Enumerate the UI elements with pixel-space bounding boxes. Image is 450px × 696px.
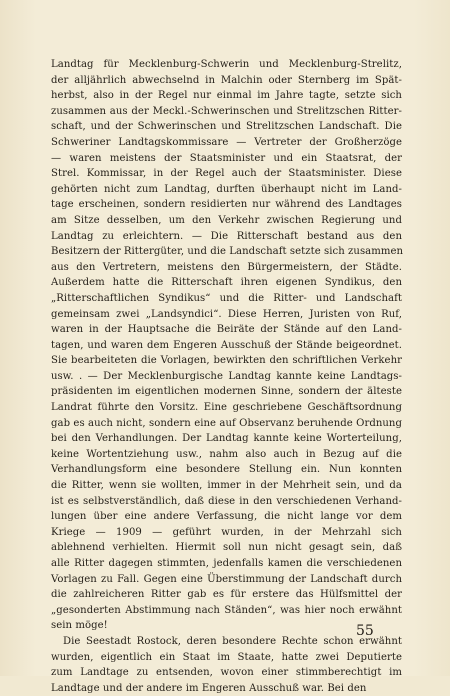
text-line: Die Seestadt Rostock, deren besondere Rechte schon erwähnt bbox=[63, 635, 402, 647]
text-line: zum Landtage zu entsenden, wovon einer stimmberechtigt im bbox=[51, 667, 402, 679]
text-line: „gesonderten Abstimmung nach Ständen“, was hier noch erwähnt bbox=[51, 604, 402, 616]
text-line: Schweriner Landtagskommissare — Vertreter der Großherzöge bbox=[51, 136, 402, 148]
text-line: Kriege — 1909 — geführt wurden, in der Mehrzahl sich bbox=[51, 526, 402, 538]
text-line: sein möge! bbox=[51, 620, 108, 632]
text-line: gab es auch nicht, sondern eine auf Observanz beruhende Ordnung bbox=[51, 417, 402, 429]
text-line: tage erscheinen, sondern residierten nur während des Landtages bbox=[51, 199, 402, 211]
text-line: präsidenten im eigentlichen modernen Sinne, sondern der älteste bbox=[51, 386, 402, 398]
text-line: ist es selbstverständlich, daß diese in den verschiedenen Verhand- bbox=[51, 495, 402, 507]
text-line: usw. . — Der Mecklenburgische Landtag kannte keine Landtags- bbox=[51, 370, 402, 382]
text-line: alle Ritter dagegen stimmten, jedenfalls kamen die verschiedenen bbox=[51, 558, 402, 569]
text-line: Sie bearbeiteten die Vorlagen, bewirkten den schriftlichen Verkehr bbox=[51, 355, 402, 367]
text-line: Verhandlungsform eine besondere Stellung ein. Nun konnten bbox=[51, 464, 402, 476]
text-line: am Sitze desselben, um den Verkehr zwischen Regierung und bbox=[51, 214, 402, 226]
page-number: 55 bbox=[356, 623, 374, 639]
text-line: bei den Verhandlungen. Der Landtag kannte keine Worterteilung, bbox=[51, 433, 402, 445]
text-line: Außerdem hatte die Ritterschaft ihren eigenen Syndikus, den bbox=[51, 277, 402, 289]
text-line: die Ritter, wenn sie wollten, immer in der Mehrheit sein, und da bbox=[51, 480, 402, 492]
text-line: herbst, also in der Regel nur einmal im Jahre tagte, setzte sich bbox=[51, 90, 402, 102]
text-line: Besitzern der Rittergüter, und die Landschaft setzte sich zusammen bbox=[51, 246, 404, 258]
body-text bbox=[51, 57, 402, 696]
text-line: gemeinsam zwei „Landsyndici“. Diese Herren, Juristen von Ruf, bbox=[51, 308, 402, 320]
text-line: die zahlreicheren Ritter gab es für erstere das Hülfsmittel der bbox=[51, 589, 402, 601]
text-line: Landrat führte den Vorsitz. Eine geschriebene Geschäftsordnung bbox=[51, 402, 402, 414]
text-line: keine Wortentziehung usw., nahm also auch in Bezug auf die bbox=[51, 448, 402, 460]
text-line: Landtage und der andere im Engeren Ausschuß war. Bei den bbox=[51, 682, 367, 694]
text-line: „Ritterschaftlichen Syndikus“ und die Ritter- und Landschaft bbox=[51, 292, 402, 304]
text-line: lungen über eine andere Verfassung, die nicht lange vor dem bbox=[51, 511, 402, 523]
text-line: Landtag für Mecklenburg-Schwerin und Mecklenburg-Strelitz, bbox=[51, 59, 402, 70]
text-line: wurden, eigentlich ein Staat im Staate, hatte zwei Deputierte bbox=[51, 651, 402, 663]
text-line: aus den Vertretern, meistens den Bürgermeistern, der Städte. bbox=[51, 261, 402, 273]
text-line: waren in der Hauptsache die Beiräte der Stände auf den Land- bbox=[51, 324, 402, 336]
text-line: Vorlagen zu Fall. Gegen eine Überstimmung der Landschaft durch bbox=[51, 573, 402, 585]
text-line: — waren meistens der Staatsminister und ein Staatsrat, der bbox=[51, 152, 402, 164]
text-line: zusammen aus der Meckl.-Schwerinschen und Strelitzschen Ritter- bbox=[51, 105, 402, 117]
text-line: tagen, und waren dem Engeren Ausschuß der Stände beigeordnet. bbox=[51, 339, 402, 351]
text-line: gehörten nicht zum Landtag, durften überhaupt nicht im Land- bbox=[51, 183, 402, 195]
text-line: Strel. Kommissar, in der Regel auch der Staatsminister. Diese bbox=[51, 168, 402, 180]
text-line: schaft, und der Schwerinschen und Strelitzschen Landschaft. Die bbox=[51, 121, 402, 133]
text-line: der alljährlich abwechselnd in Malchin oder Sternberg im Spät- bbox=[51, 74, 402, 86]
text-line: Landtag zu erleichtern. — Die Ritterschaft bestand aus den bbox=[51, 230, 402, 242]
text-line: ablehnend verhielten. Hiermit soll nun nicht gesagt sein, daß bbox=[51, 542, 402, 554]
